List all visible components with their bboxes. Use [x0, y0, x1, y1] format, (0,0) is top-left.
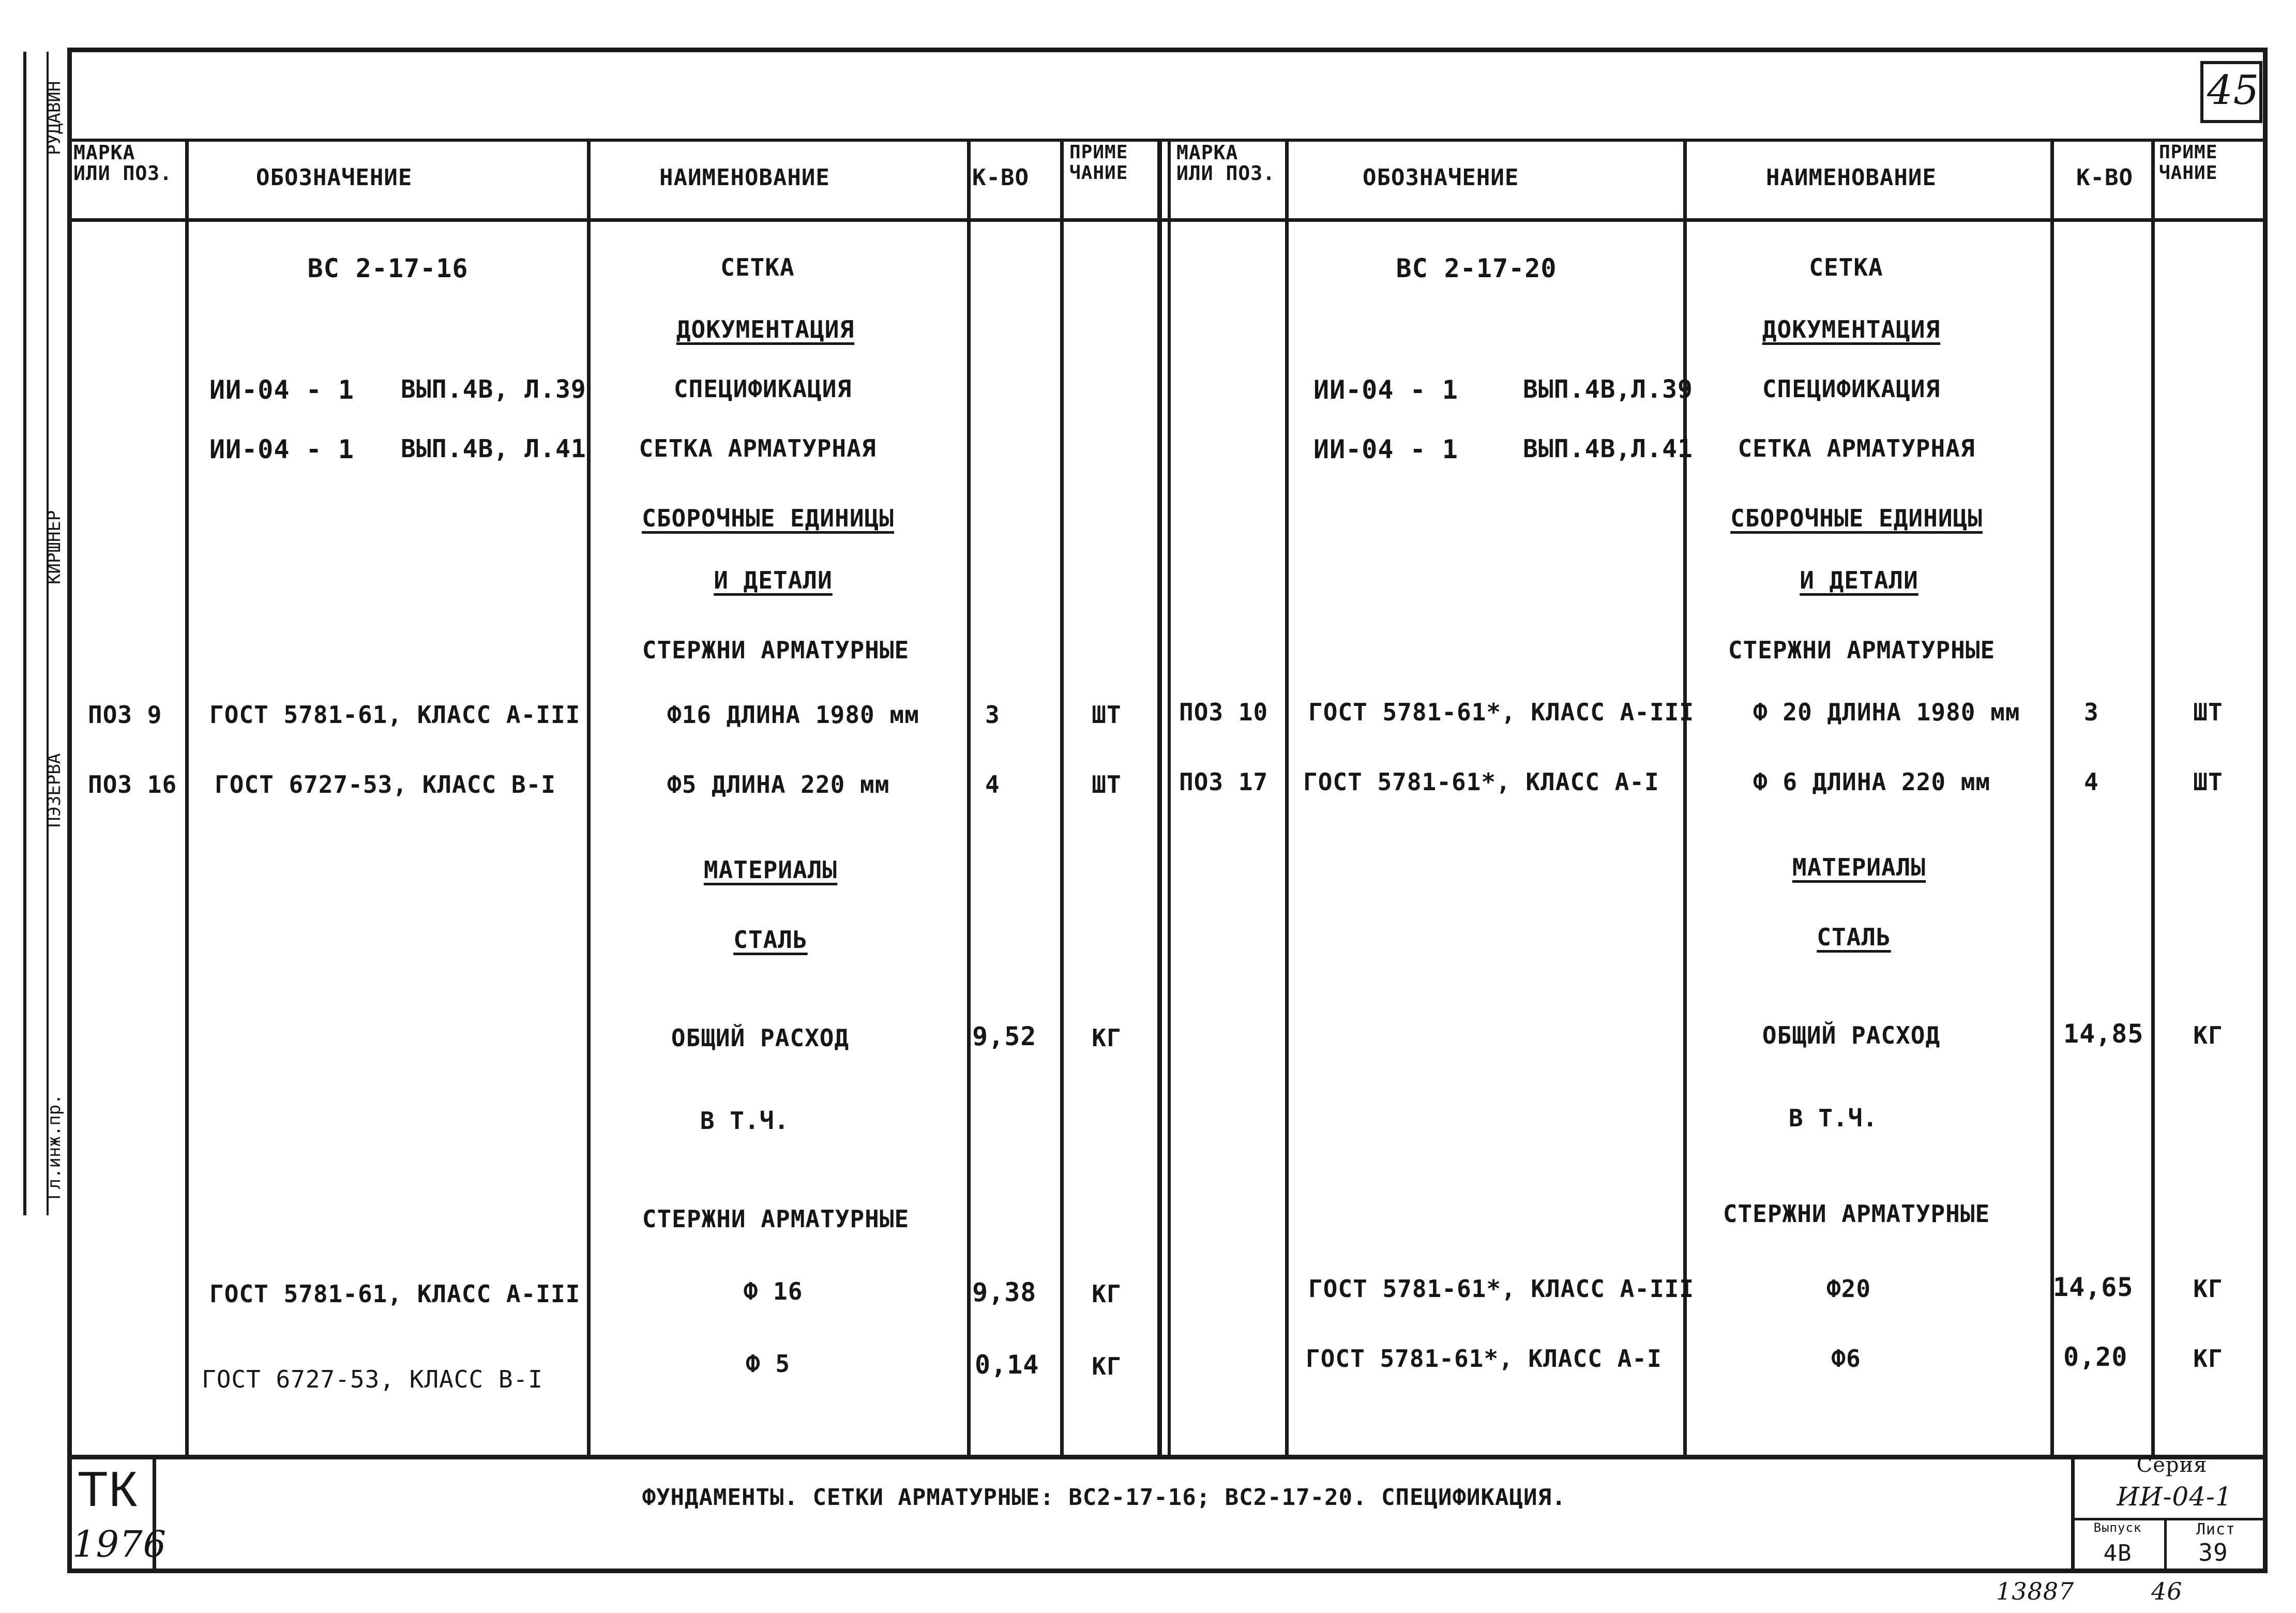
left-m1-qty: 9,38 — [972, 1277, 1037, 1307]
left-incl: В Т.Ч. — [700, 1107, 790, 1135]
right-doc-section: ДОКУМЕНТАЦИЯ — [1762, 315, 1941, 343]
left-row2-qty: 4 — [985, 771, 1000, 798]
footer-issue-value: 4В — [2103, 1540, 2132, 1566]
right-row2-unit: ШТ — [2193, 768, 2223, 796]
header-primechanie-text: ПРИМЕ ЧАНИЕ — [2159, 142, 2218, 184]
left-row1-qty: 3 — [985, 701, 1000, 729]
right-title-code: ВС 2-17-20 — [1396, 253, 1557, 283]
right-row2-name: Ф 6 ДЛИНА 220 мм — [1753, 768, 1991, 796]
column-divider — [1060, 139, 1064, 1458]
right-m2-qty: 0,20 — [2063, 1342, 2128, 1372]
right-m2-name: Ф6 — [1831, 1345, 1861, 1373]
left-doc-section: ДОКУМЕНТАЦИЯ — [676, 315, 855, 343]
left-row1-pos: ПОЗ 9 — [88, 701, 162, 729]
left-m2-name: Ф 5 — [745, 1350, 791, 1378]
left-total-qty: 9,52 — [972, 1021, 1037, 1051]
left-total-label: ОБЩИЙ РАСХОД — [671, 1024, 850, 1052]
footer-series-value: ИИ-04-1 — [2117, 1482, 2232, 1512]
left-m2-unit: КГ — [1092, 1352, 1122, 1380]
right-asm-section1: СБОРОЧНЫЕ ЕДИНИЦЫ — [1730, 504, 1983, 532]
header-primechanie-left — [1069, 142, 1157, 184]
footer-divider — [2164, 1518, 2167, 1573]
right-row2-std: ГОСТ 5781-61*, КЛАСС А-I — [1303, 768, 1659, 796]
left-materials: МАТЕРИАЛЫ — [703, 856, 838, 884]
header-marka-text: МАРКА ИЛИ ПОЗ. — [73, 141, 173, 185]
header-kvo-left: К-ВО — [972, 164, 1029, 191]
right-row2-qty: 4 — [2084, 768, 2099, 796]
left-rods-title: СТЕРЖНИ АРМАТУРНЫЕ — [642, 636, 910, 664]
side-stamp-border — [23, 52, 26, 1215]
right-total-label: ОБЩИЙ РАСХОД — [1762, 1021, 1941, 1049]
right-asm-section2: И ДЕТАЛИ — [1800, 566, 1919, 594]
right-steel: СТАЛЬ — [1817, 923, 1891, 951]
header-marka-right — [1176, 142, 1282, 184]
side-stamp-text: ПЭЗЕРВА — [44, 753, 65, 827]
left-title-code: ВС 2-17-16 — [307, 253, 469, 283]
header-oboznachenie-right: ОБОЗНАЧЕНИЕ — [1363, 164, 1519, 191]
right-doc1-name: СПЕЦИФИКАЦИЯ — [1762, 375, 1941, 403]
right-row1-pos: ПОЗ 10 — [1179, 698, 1268, 726]
header-kvo-right: К-ВО — [2076, 164, 2133, 191]
right-m2-unit: КГ — [2193, 1345, 2223, 1373]
right-m1-unit: КГ — [2193, 1275, 2223, 1303]
right-doc2-name: СЕТКА АРМАТУРНАЯ — [1738, 434, 1975, 462]
left-m2-std: ГОСТ 6727-53, КЛАСС В-I — [202, 1365, 543, 1393]
left-row2-name: Ф5 ДЛИНА 220 мм — [667, 771, 890, 798]
left-total-unit: КГ — [1092, 1024, 1122, 1052]
column-divider — [1285, 139, 1289, 1458]
left-asm-section1: СБОРОЧНЫЕ ЕДИНИЦЫ — [642, 504, 894, 532]
right-m1-name: Ф20 — [1826, 1275, 1871, 1303]
column-divider — [185, 139, 189, 1458]
right-doc2-ref: ВЫП.4В,Л.41 — [1523, 434, 1693, 463]
left-asm-section2: И ДЕТАЛИ — [714, 566, 833, 594]
left-doc2-name: СЕТКА АРМАТУРНАЯ — [639, 434, 877, 462]
header-oboznachenie-left: ОБОЗНАЧЕНИЕ — [256, 164, 413, 191]
column-divider — [1683, 139, 1687, 1458]
left-m1-std: ГОСТ 5781-61, КЛАСС А-III — [209, 1280, 581, 1308]
column-divider — [967, 139, 971, 1458]
right-total-qty: 14,85 — [2063, 1019, 2144, 1049]
left-m1-name: Ф 16 — [743, 1277, 803, 1305]
bottom-number-left: 13887 — [1996, 1577, 2075, 1605]
page-number: 45 — [2207, 67, 2260, 114]
right-row1-unit: ШТ — [2193, 698, 2223, 726]
left-doc1-code: ИИ-04 - 1 — [209, 375, 354, 405]
column-divider — [2050, 139, 2054, 1458]
side-stamp-text: КИРШНЕР — [44, 510, 65, 584]
footer-year: 1976 — [72, 1523, 167, 1565]
footer-series-label: Серия — [2136, 1453, 2208, 1477]
side-stamp-text: РУДАВИН — [44, 81, 65, 155]
column-divider — [587, 139, 591, 1458]
right-rods-title: СТЕРЖНИ АРМАТУРНЫЕ — [1728, 636, 1996, 664]
header-marka-left — [73, 142, 182, 184]
left-row2-unit: ШТ — [1092, 771, 1122, 798]
left-rods-title2: СТЕРЖНИ АРМАТУРНЫЕ — [642, 1205, 910, 1233]
footer-org: ТК — [78, 1461, 138, 1517]
left-doc2-code: ИИ-04 - 1 — [209, 434, 354, 464]
left-doc1-name: СПЕЦИФИКАЦИЯ — [673, 375, 852, 403]
left-row1-name: Ф16 ДЛИНА 1980 мм — [667, 701, 919, 729]
footer-sheet-label: Лист — [2196, 1520, 2236, 1539]
left-doc1-ref: ВЫП.4В, Л.39 — [401, 375, 586, 404]
right-m1-std: ГОСТ 5781-61*, КЛАСС А-III — [1308, 1275, 1695, 1303]
header-naimenovanie-right: НАИМЕНОВАНИЕ — [1766, 164, 1937, 191]
column-divider — [1157, 139, 1162, 1458]
right-doc1-code: ИИ-04 - 1 — [1313, 375, 1458, 405]
right-m2-std: ГОСТ 5781-61*, КЛАСС А-I — [1306, 1345, 1662, 1373]
right-incl: В Т.Ч. — [1788, 1104, 1878, 1132]
right-materials: МАТЕРИАЛЫ — [1792, 853, 1926, 881]
right-row1-std: ГОСТ 5781-61*, КЛАСС А-III — [1308, 698, 1695, 726]
footer-title: ФУНДАМЕНТЫ. СЕТКИ АРМАТУРНЫЕ: ВС2-17-16; ВС2-17-20. СПЕЦИФИКАЦИЯ. — [642, 1484, 1566, 1511]
left-row1-unit: ШТ — [1092, 701, 1122, 729]
header-primechanie-right — [2159, 142, 2262, 184]
right-row2-pos: ПОЗ 17 — [1179, 768, 1268, 796]
footer-issue-label: Выпуск — [2093, 1520, 2142, 1535]
side-stamp-text: Гл.инж.пр. — [44, 1094, 65, 1200]
header-primechanie-text: ПРИМЕ ЧАНИЕ — [1069, 142, 1128, 184]
footer-divider — [67, 1455, 2268, 1459]
right-m1-qty: 14,65 — [2053, 1272, 2134, 1302]
right-doc2-code: ИИ-04 - 1 — [1313, 434, 1458, 464]
left-steel: СТАЛЬ — [733, 926, 808, 954]
left-row1-std: ГОСТ 5781-61, КЛАСС А-III — [209, 701, 581, 729]
right-row1-name: Ф 20 ДЛИНА 1980 мм — [1753, 698, 2020, 726]
bottom-number-right: 46 — [2151, 1577, 2183, 1605]
footer-divider — [2071, 1455, 2075, 1573]
left-doc2-ref: ВЫП.4В, Л.41 — [401, 434, 586, 463]
left-m2-qty: 0,14 — [975, 1350, 1039, 1380]
right-total-unit: КГ — [2193, 1021, 2223, 1049]
right-row1-qty: 3 — [2084, 698, 2099, 726]
left-title-name: СЕТКА — [720, 253, 795, 281]
header-marka-text: МАРКА ИЛИ ПОЗ. — [1176, 141, 1276, 185]
left-row2-std: ГОСТ 6727-53, КЛАСС В-I — [215, 771, 556, 798]
footer-sheet-value: 39 — [2198, 1539, 2228, 1566]
right-title-name: СЕТКА — [1809, 253, 1883, 281]
column-divider — [2151, 139, 2155, 1458]
right-rods-title2: СТЕРЖНИ АРМАТУРНЫЕ — [1723, 1200, 1990, 1228]
left-row2-pos: ПОЗ 16 — [88, 771, 177, 798]
left-m1-unit: КГ — [1092, 1280, 1122, 1308]
column-divider — [1168, 139, 1171, 1458]
right-doc1-ref: ВЫП.4В,Л.39 — [1523, 375, 1693, 404]
side-stamp-border — [47, 52, 49, 1215]
header-naimenovanie-left: НАИМЕНОВАНИЕ — [659, 164, 830, 191]
